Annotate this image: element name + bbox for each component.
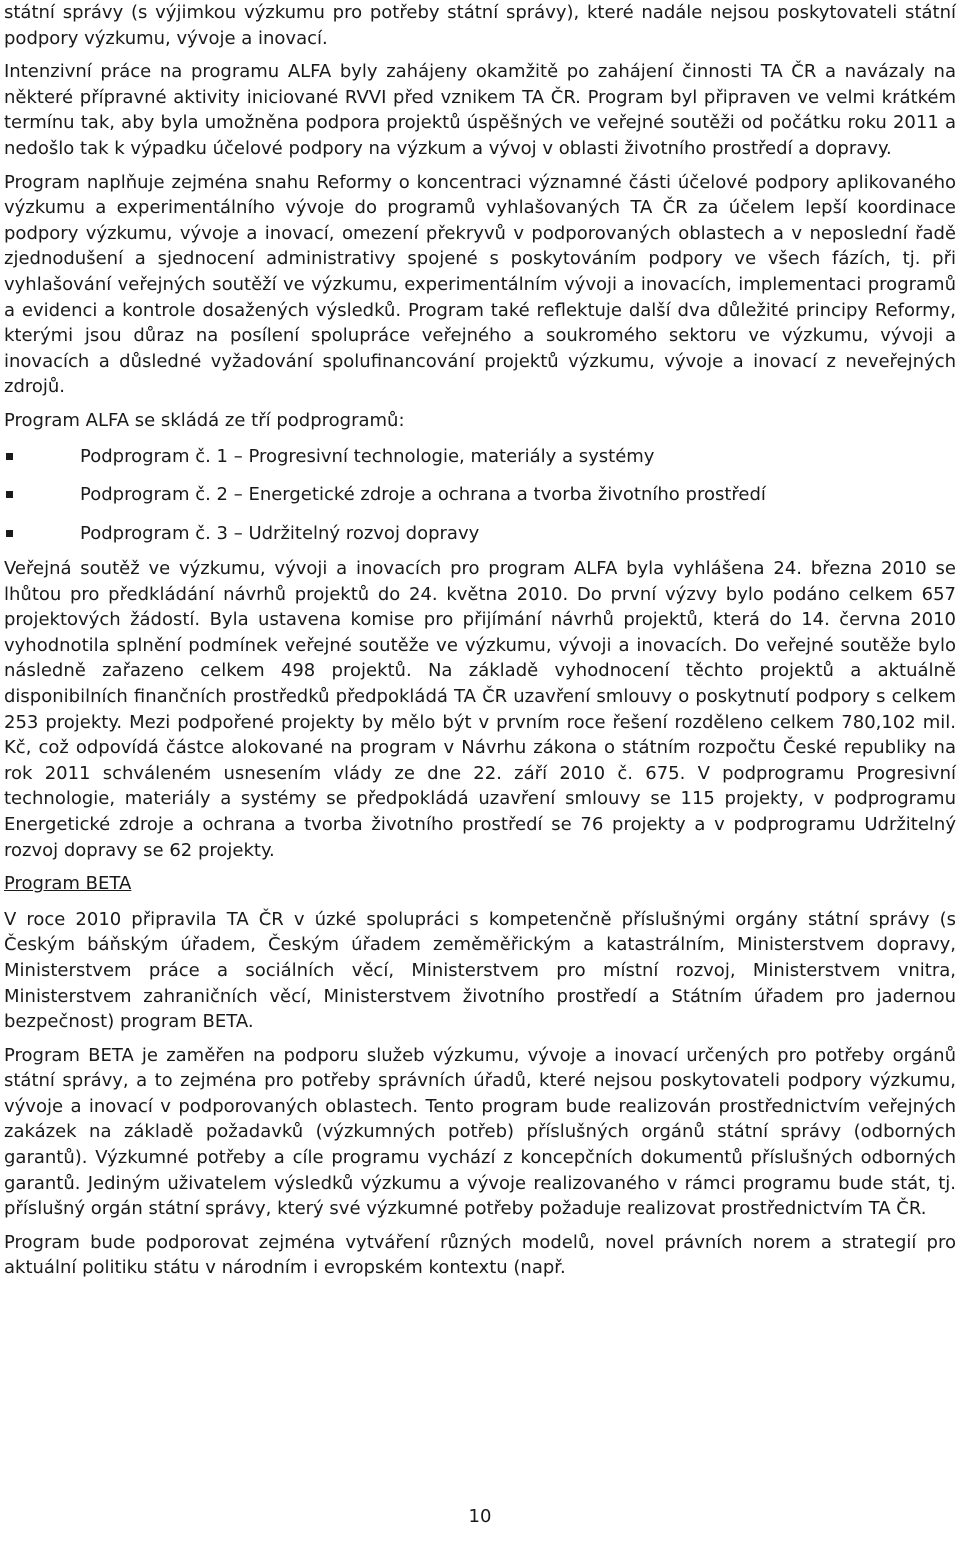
subprogram-3-label: Podprogram č. 3 – Udržitelný rozvoj dopravy [80, 522, 480, 544]
paragraph-beta-preparation: V roce 2010 připravila TA ČR v úzké spolupráci s kompetenčně příslušnými orgány státní správy (s Českým báňským úřadem, Českým úřadem zeměměřickým a katastrálním, Ministerstvem dopravy, Ministerstvem práce a sociálních věcí, Ministerstvem pro místní rozvoj, Ministerstvem vnitra, Ministerstvem zahraničních věcí, Ministerstvem životního prostředí a Státním úřadem pro jadernou bezpečnost) program BETA. [4, 908, 956, 1033]
paragraph-intro-continuation: státní správy (s výjimkou výzkumu pro potřeby státní správy), které nadále nejsou poskytovateli státní podpory výzkumu, vývoje a inovací. [4, 2, 956, 49]
page-number: 10 [468, 1506, 492, 1527]
square-bullet-icon [6, 530, 13, 537]
paragraph-alfa-subprograms-intro: Program ALFA se skládá ze tří podprogramů: [4, 409, 405, 431]
square-bullet-icon [6, 453, 13, 460]
section-heading-beta: Program BETA [4, 873, 132, 895]
subprogram-list [4, 444, 956, 560]
square-bullet-icon [6, 491, 13, 498]
paragraph-alfa-preparation: Intenzivní práce na programu ALFA byly zahájeny okamžitě po zahájení činnosti TA ČR a navázaly na některé přípravné aktivity iniciované RVVI před vznikem TA ČR. Program byl připraven ve velmi krátkém termínu tak, aby byla umožněna podpora projektů úspěšných ve veřejné soutěži od počátku roku 2011 a nedošlo tak k výpadku účelové podpory na výzkum a vývoj v oblasti životního prostředí a dopravy. [4, 61, 956, 159]
paragraph-beta-focus: Program BETA je zaměřen na podporu služeb výzkumu, vývoje a inovací určených pro potřeby orgánů státní správy, a to zejména pro potřeby správních úřadů, které nejsou poskytovateli podpory výzkumu, vývoje a inovací v podporovaných oblastech. Tento program bude realizován prostřednictvím veřejných zakázek na základě požadavků (výzkumných potřeb) příslušných orgánů státní správy (odborných garantů). Výzkumné potřeby a cíle programu vychází z koncepčních dokumentů příslušných odborných garantů. Jediným uživatelem výsledků výzkumu a vývoje realizovaného v rámci programu bude stát, tj. příslušný orgán státní správy, který své výzkumné potřeby požaduje realizovat prostřednictvím TA ČR. [4, 1044, 956, 1220]
document-page [4, 0, 956, 1281]
list-item [4, 482, 956, 521]
paragraph-alfa-competition: Veřejná soutěž ve výzkumu, vývoji a inovacích pro program ALFA byla vyhlášena 24. března 2010 se lhůtou pro předkládání návrhů projektů do 24. května 2010. Do první výzvy bylo podáno celkem 657 projektových žádostí. Byla ustavena komise pro přijímání návrhů projektů, která do 14. června 2010 vyhodnotila splnění podmínek veřejné soutěže ve výzkumu, vývoji a inovacích. Do veřejné soutěže bylo následně zařazeno celkem 498 projektů. Na základě vyhodnocení těchto projektů a aktuálně disponibilních finančních prostředků předpokládá TA ČR uzavření smlouvy o poskytnutí podpory s celkem 253 projekty. Mezi podpořené projekty by mělo být v prvním roce řešení rozděleno celkem 780,102 mil. Kč, což odpovídá částce alokované na program v Návrhu zákona o státním rozpočtu České republiky na rok 2011 schváleném usnesením vlády ze dne 22. září 2010 č. 675. V podprogramu Progresivní technologie, materiály a systémy se předpokládá uzavření smlouvy se 115 projekty, v podprogramu Energetické zdroje a ochrana a tvorba životního prostředí se 76 projekty a v podprogramu Udržitelný rozvoj dopravy se 62 projekty. [4, 558, 956, 861]
paragraph-beta-support: Program bude podporovat zejména vytváření různých modelů, novel právních norem a strategií pro aktuální politiku státu v národním i evropském kontextu (např. [4, 1231, 956, 1279]
list-item [4, 521, 956, 560]
paragraph-alfa-reform: Program naplňuje zejména snahu Reformy o koncentraci významné části účelové podpory aplikovaného výzkumu a experimentálního vývoje do programů vyhlašovaných TA ČR za účelem lepší koordinace podpory výzkumu, vývoje a inovací, omezení překryvů v podporovaných oblastech a v neposlední řadě zjednodušení a sjednocení administrativy spojené s poskytováním podpory ve všech fázích, tj. při vyhlašování veřejných soutěží ve výzkumu, experimentálním vývoji a inovacích, implementaci programů a evidenci a kontrole dosažených výsledků. Program také reflektuje další dva důležité principy Reformy, kterými jsou důraz na posílení spolupráce veřejného a soukromého sektoru ve výzkumu, vývoji a inovacích a důsledné vyžadování spolufinancování projektů výzkumu, vývoje a inovací z neveřejných zdrojů. [4, 171, 956, 398]
subprogram-2-label: Podprogram č. 2 – Energetické zdroje a ochrana a tvorba životního prostředí [80, 484, 766, 505]
list-item [4, 444, 956, 483]
subprogram-1-label: Podprogram č. 1 – Progresivní technologie, materiály a systémy [80, 445, 655, 467]
